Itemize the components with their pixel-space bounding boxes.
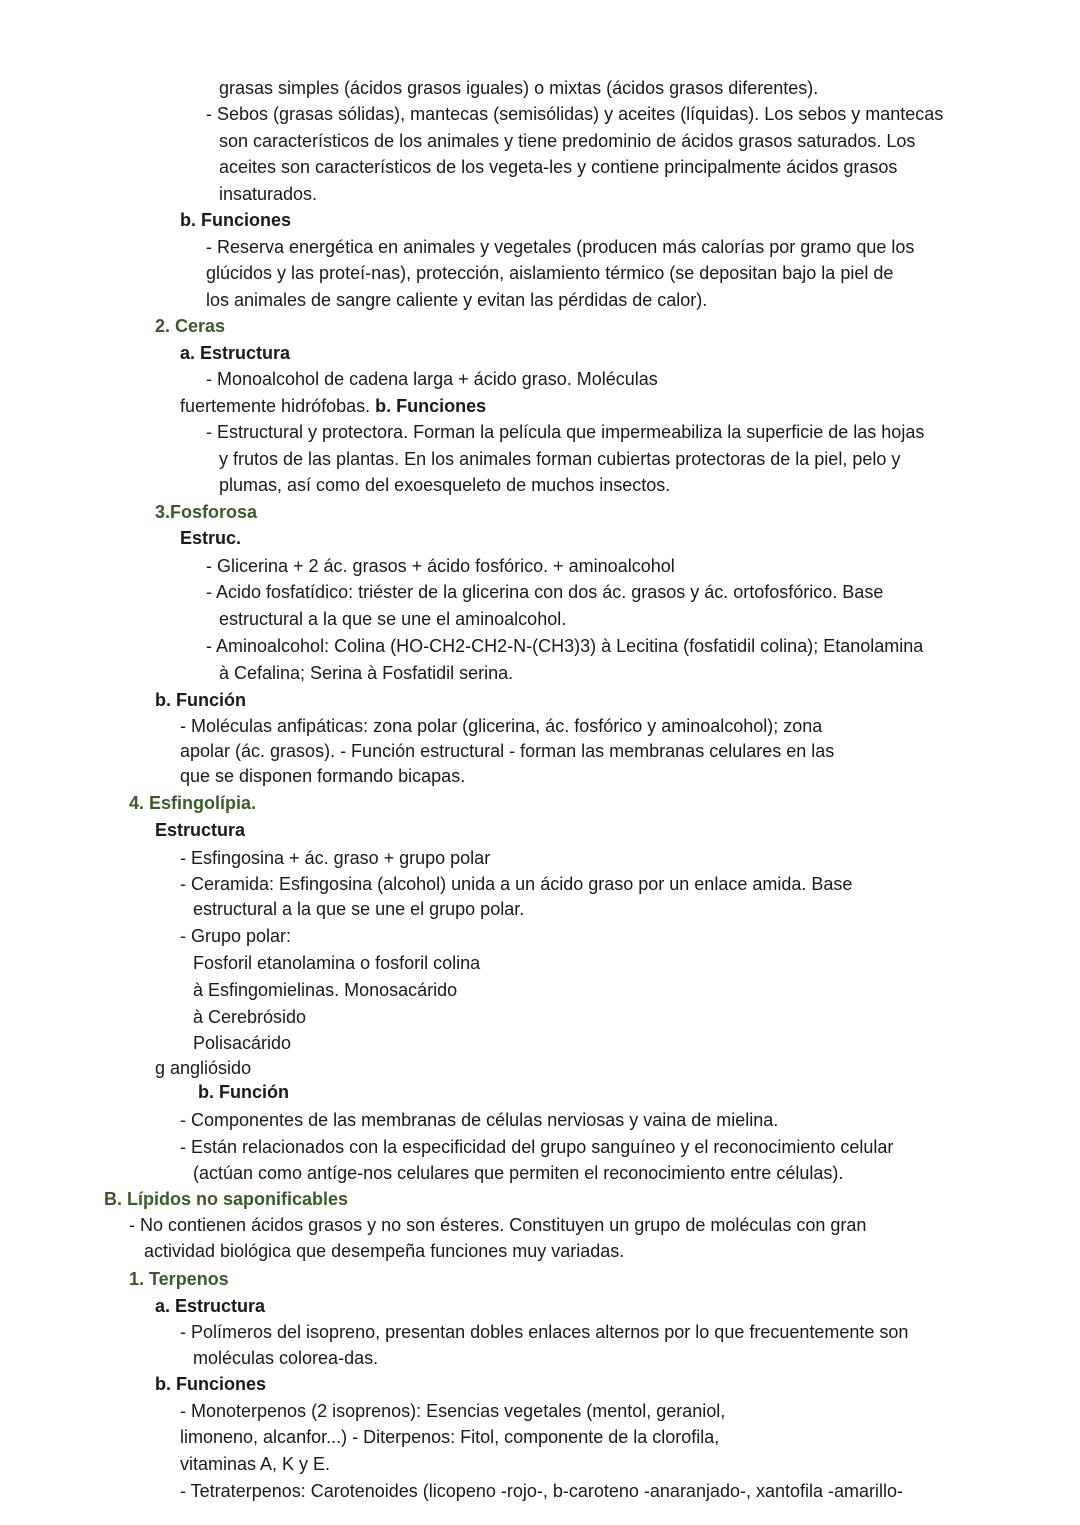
subheading: a. Estructura xyxy=(155,1296,266,1316)
text-line: - Glicerina + 2 ác. grasos + ácido fosfórico. + aminoalcohol xyxy=(206,556,675,576)
text-line: - Esfingosina + ác. graso + grupo polar xyxy=(180,848,491,868)
text-line: - Sebos (grasas sólidas), mantecas (semisólidas) y aceites (líquidas). Los sebos y mantecas xyxy=(206,104,944,124)
section-heading: 4. Esfingolípia. xyxy=(129,793,257,813)
text-line: - Moléculas anfipáticas: zona polar (glicerina, ác. fosfórico y aminoalcohol); zona xyxy=(180,716,823,736)
text-line: los animales de sangre caliente y evitan las pérdidas de calor). xyxy=(206,290,708,310)
text-line: que se disponen formando bicapas. xyxy=(180,766,466,786)
text-line: - Tetraterpenos: Carotenoides (licopeno -rojo-, b-caroteno -anaranjado-, xantofila -amarillo- xyxy=(180,1481,904,1501)
text-line: apolar (ác. grasos). - Función estructural - forman las membranas celulares en las xyxy=(180,741,835,761)
text-line: - Monoalcohol de cadena larga + ácido graso. Moléculas xyxy=(206,369,658,389)
subheading: Estruc. xyxy=(180,528,242,548)
text-line: plumas, así como del exoesqueleto de muchos insectos. xyxy=(219,475,671,495)
text-line: à Cerebrósido xyxy=(193,1007,307,1027)
text-line: insaturados. xyxy=(219,184,318,204)
text-fragment: fuertemente hidrófobas. xyxy=(180,396,371,416)
text-line: à Esfingomielinas. Monosacárido xyxy=(193,980,458,1000)
text-line: vitaminas A, K y E. xyxy=(180,1454,331,1474)
text-line: g angliósido xyxy=(155,1058,252,1078)
text-line xyxy=(180,394,486,418)
section-heading: 3.Fosforosa xyxy=(155,502,258,522)
text-line: - Están relacionados con la especificidad del grupo sanguíneo y el reconocimiento celular xyxy=(180,1137,894,1157)
text-line: aceites son característicos de los vegeta-les y contiene principalmente ácidos grasos xyxy=(219,157,898,177)
subheading: b. Funciones xyxy=(180,210,292,230)
text-line: grasas simples (ácidos grasos iguales) o mixtas (ácidos grasos diferentes). xyxy=(219,78,819,98)
text-line: (actúan como antíge-nos celulares que permiten el reconocimiento entre células). xyxy=(193,1163,844,1183)
subheading: b. Función xyxy=(198,1082,289,1102)
text-line: - Reserva energética en animales y vegetales (producen más calorías por gramo que los xyxy=(206,237,915,257)
text-line: à Cefalina; Serina à Fosfatidil serina. xyxy=(219,663,514,683)
section-heading: 1. Terpenos xyxy=(129,1269,229,1289)
text-line: actividad biológica que desempeña funciones muy variadas. xyxy=(144,1241,625,1261)
text-line: glúcidos y las proteí-nas), protección, aislamiento térmico (se depositan bajo la piel de xyxy=(206,263,894,283)
text-line: - Polímeros del isopreno, presentan dobles enlaces alternos por lo que frecuentemente son xyxy=(180,1322,909,1342)
text-line: estructural a la que se une el grupo polar. xyxy=(193,899,525,919)
text-line: son característicos de los animales y tiene predominio de ácidos grasos saturados. Los xyxy=(219,131,916,151)
section-heading: 2. Ceras xyxy=(155,316,226,336)
text-line: estructural a la que se une el aminoalcohol. xyxy=(219,609,567,629)
text-line: - Monoterpenos (2 isoprenos): Esencias vegetales (mentol, geraniol, xyxy=(180,1401,726,1421)
text-line: Fosforil etanolamina o fosforil colina xyxy=(193,953,481,973)
subheading: b. Funciones xyxy=(155,1374,267,1394)
text-line: - Aminoalcohol: Colina (HO-CH2-CH2-N-(CH3)3) à Lecitina (fosfatidil colina); Etanolamina xyxy=(206,636,924,656)
section-heading: B. Lípidos no saponificables xyxy=(104,1189,349,1209)
text-line: - Acido fosfatídico: triéster de la glicerina con dos ác. grasos y ác. ortofosfórico. Base xyxy=(206,582,884,602)
text-line: y frutos de las plantas. En los animales forman cubiertas protectoras de la piel, pelo y xyxy=(219,449,901,469)
text-line: moléculas colorea-das. xyxy=(193,1348,379,1368)
text-line: - Estructural y protectora. Forman la película que impermeabiliza la superficie de las hojas xyxy=(206,422,925,442)
subheading: b. Funciones xyxy=(375,396,487,416)
text-line: - No contienen ácidos grasos y no son ésteres. Constituyen un grupo de moléculas con gran xyxy=(129,1215,867,1235)
text-line: limoneno, alcanfor...) - Diterpenos: Fitol, componente de la clorofila, xyxy=(180,1427,720,1447)
subheading: b. Función xyxy=(155,690,246,710)
text-line: - Ceramida: Esfingosina (alcohol) unida a un ácido graso por un enlace amida. Base xyxy=(180,874,853,894)
subheading: Estructura xyxy=(155,820,246,840)
text-line: - Grupo polar: xyxy=(180,926,292,946)
subheading: a. Estructura xyxy=(180,343,291,363)
text-line: - Componentes de las membranas de células nerviosas y vaina de mielina. xyxy=(180,1110,779,1130)
text-line: Polisacárido xyxy=(193,1033,292,1053)
